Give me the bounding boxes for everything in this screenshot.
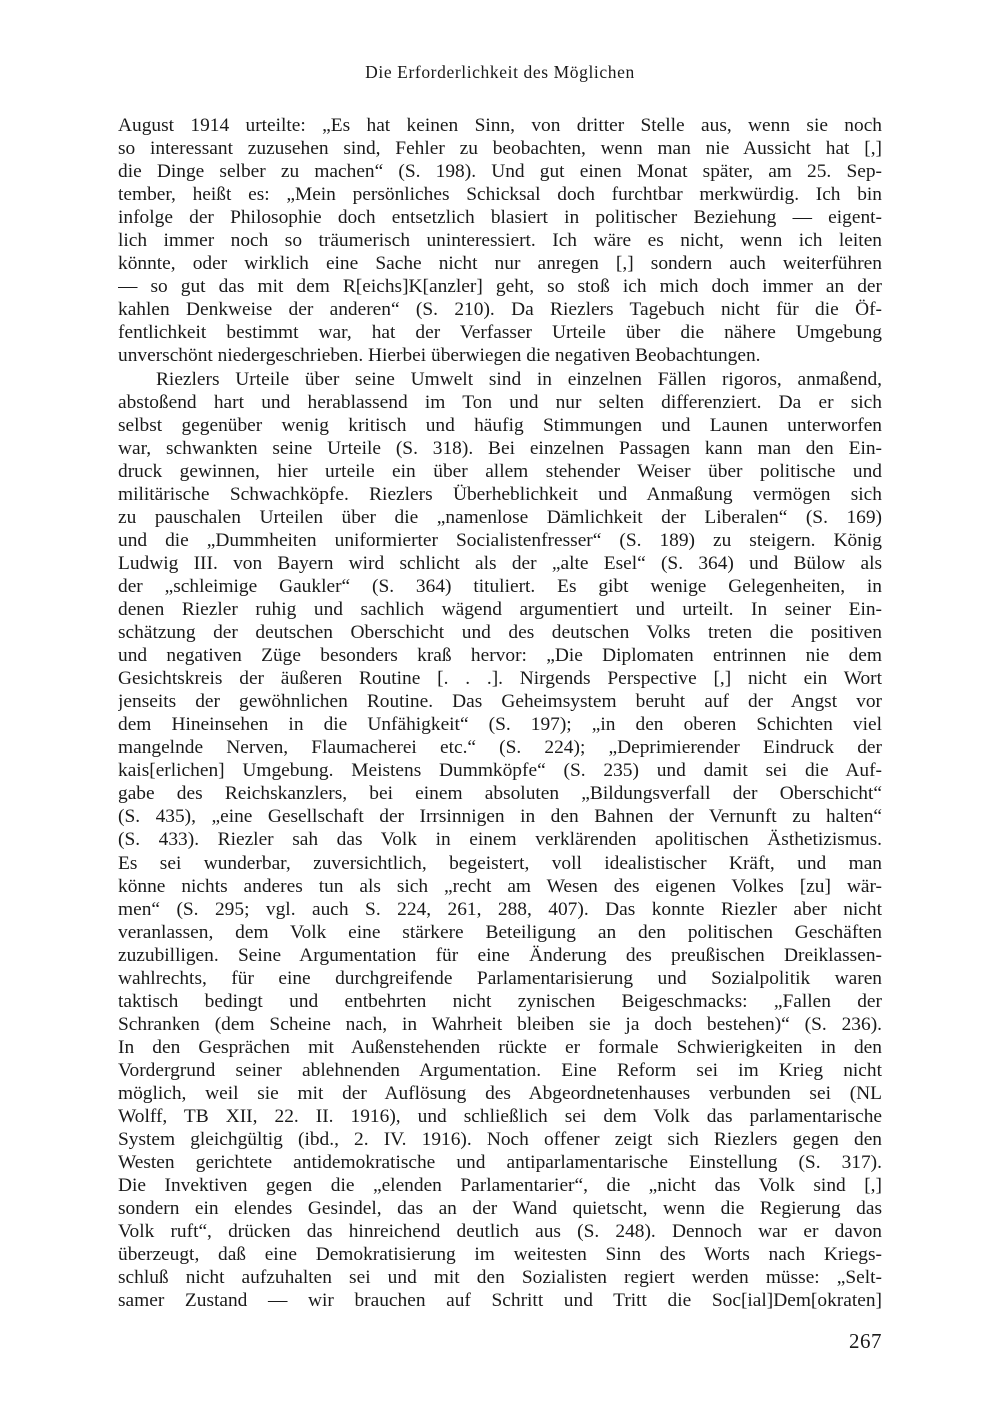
text-line: gabe des Reichskanzlers, bei einem absoluten „Bildungsverfall der Oberschicht“ — [118, 783, 882, 805]
text-line: druck gewinnen, hier urteile ein über allem stehender Weiser über politische und — [118, 460, 882, 482]
text-line: zuzubilligen. Seine Argumentation für eine Änderung des preußischen Dreiklassen- — [118, 944, 882, 966]
text-line: die Dinge selber zu machen“ (S. 198). Und gut einen Monat später, am 25. Sep- — [118, 161, 882, 183]
text-line: men“ (S. 295; vgl. auch S. 224, 261, 288, 407). Das konnte Riezler aber nicht — [118, 898, 882, 920]
text-line: veranlassen, dem Volk eine stärkere Beteiligung an den politischen Geschäften — [118, 921, 882, 943]
text-line: System gleichgültig (ibd., 2. IV. 1916). Noch offener zeigt sich Riezlers gegen den — [118, 1129, 882, 1151]
text-line: kahlen Denkweise der anderen“ (S. 210). Da Riezlers Tagebuch nicht für die Öf- — [118, 299, 882, 321]
text-line: Die Invektiven gegen die „elenden Parlamentarier“, die „nicht das Volk sind [,] — [118, 1175, 882, 1197]
text-line: könne nichts anderes tun als sich „recht am Wesen des eigenen Volkes [zu] wär- — [118, 875, 882, 897]
text-line: lich immer noch so träumerisch uninteressiert. Ich wäre es nicht, wenn ich leiten — [118, 230, 882, 252]
text-line: militärische Schwachköpfe. Riezlers Überheblichkeit und Anmaßung vermögen sich — [118, 483, 882, 505]
running-head: Die Erforderlichkeit des Möglichen — [365, 62, 635, 82]
text-line: jenseits der gewöhnlichen Routine. Das Geheimsystem beruht auf der Angst vor — [118, 691, 882, 713]
text-line: zu pauschalen Urteilen über die „namenlose Dämlichkeit der Liberalen“ (S. 169) — [118, 506, 882, 528]
text-line: dem Hineinsehen in die Unfähigkeit“ (S. 197); „in den oberen Schichten viel — [118, 714, 882, 736]
text-line: tember, heißt es: „Mein persönliches Schicksal doch furchtbar merkwürdig. Ich bin — [118, 184, 882, 206]
text-line: mangelnde Nerven, Flaumacherei etc.“ (S. 224); „Deprimierender Eindruck der — [118, 737, 882, 759]
text-line: In den Gesprächen mit Außenstehenden rückte er formale Schwierigkeiten in den — [118, 1036, 882, 1058]
text-line: Volk ruft“, drücken das hinreichend deutlich aus (S. 248). Dennoch war er davon — [118, 1221, 882, 1243]
text-line: Gesichtskreis der äußeren Routine [. . .]. Nirgends Perspective [,] nicht ein Wort — [118, 668, 882, 690]
text-line: so interessant zuzusehen sind, Fehler zu beobachten, wenn man nie Aussicht hat [,] — [118, 138, 882, 160]
page-number: 267 — [849, 1329, 882, 1353]
text-line: möglich, weil sie mit der Auflösung des Abgeordnetenhauses verbunden sei (NL — [118, 1082, 882, 1104]
text-line: samer Zustand — wir brauchen auf Schritt und Tritt die Soc[ial]Dem[okraten] — [118, 1290, 882, 1312]
text-line: selbst gegenüber wenig kritisch und häufig Stimmungen und Launen unterworfen — [118, 414, 882, 436]
text-line: und die „Dummheiten uniformierter Socialistenfresser“ (S. 189) zu steigern. König — [118, 529, 882, 551]
text-line: Vordergrund seiner ablehnenden Argumentation. Eine Reform sei im Krieg nicht — [118, 1059, 882, 1081]
text-line: Westen gerichtete antidemokratische und antiparlamentarische Einstellung (S. 317). — [118, 1152, 882, 1174]
text-line: könnte, oder wirklich eine Sache nicht nur anregen [,] sondern auch weiterführen — [118, 253, 882, 275]
text-line: Riezlers Urteile über seine Umwelt sind in einzelnen Fällen rigoros, anmaßend, — [156, 368, 882, 390]
text-line: Schranken (dem Scheine nach, in Wahrheit bleiben sie ja doch bestehen)“ (S. 236). — [118, 1013, 882, 1035]
text-line: und negativen Züge besonders kraß hervor: „Die Diplomaten entrinnen nie dem — [118, 645, 882, 667]
text-line: sondern ein elendes Gesindel, das an der Wand quietscht, wenn die Regierung das — [118, 1198, 882, 1220]
text-line: Es sei wunderbar, zuversichtlich, begeistert, voll idealistischer Kräft, und man — [118, 852, 882, 874]
text-line: der „schleimige Gaukler“ (S. 364) tituliert. Es gibt wenige Gelegenheiten, in — [118, 575, 882, 597]
text-line: (S. 435), „eine Gesellschaft der Irrsinnigen in den Bahnen der Vernunft zu halten“ — [118, 806, 882, 828]
text-line: Wolff, TB XII, 22. II. 1916), und schließlich sei dem Volk das parlamentarische — [118, 1106, 882, 1128]
text-line: wahlrechts, für eine durchgreifende Parlamentarisierung und Sozialpolitik waren — [118, 967, 882, 989]
text-line: überzeugt, daß eine Demokratisierung im weitesten Sinn des Worts nach Kriegs- — [118, 1244, 882, 1266]
text-line: (S. 433). Riezler sah das Volk in einem verklärenden apolitischen Ästhetizismus. — [118, 829, 882, 851]
text-line: denen Riezler ruhig und sachlich wägend argumentiert und urteilt. In seiner Ein- — [118, 598, 882, 620]
text-line: August 1914 urteilte: „Es hat keinen Sinn, von dritter Stelle aus, wenn sie noch — [118, 115, 882, 136]
text-line: abstoßend hart und herablassend im Ton und nur selten differenziert. Da er sich — [118, 391, 882, 413]
text-line: schätzung der deutschen Oberschicht und des deutschen Volks treten die positiven — [118, 622, 882, 644]
body-text — [118, 114, 882, 1312]
text-line: schluß nicht aufzuhalten sei und mit den Sozialisten regiert werden müsse: „Selt- — [118, 1267, 882, 1289]
text-line: infolge der Philosophie doch entsetzlich blasiert in politischer Beziehung — eigent- — [118, 207, 882, 229]
text-line: taktisch bedingt und entbehrten nicht zynischen Beigeschmacks: „Fallen der — [118, 990, 882, 1012]
text-line: Ludwig III. von Bayern wird schlicht als der „alte Esel“ (S. 364) und Bülow als — [118, 552, 882, 574]
text-line: fentlichkeit bestimmt war, hat der Verfasser Urteile über die nähere Umgebung — [118, 322, 882, 344]
text-line: — so gut das mit dem R[eichs]K[anzler] geht, so stoß ich mich doch immer an der — [118, 276, 882, 298]
text-line: unverschönt niedergeschrieben. Hierbei überwiegen die negativen Beobachtungen. — [118, 345, 761, 367]
text-line: war, schwankten seine Urteile (S. 318). Bei einzelnen Passagen kann man den Ein- — [118, 437, 882, 459]
text-line: kais[erlichen] Umgebung. Meistens Dummköpfe“ (S. 235) und damit sei die Auf- — [118, 760, 882, 782]
